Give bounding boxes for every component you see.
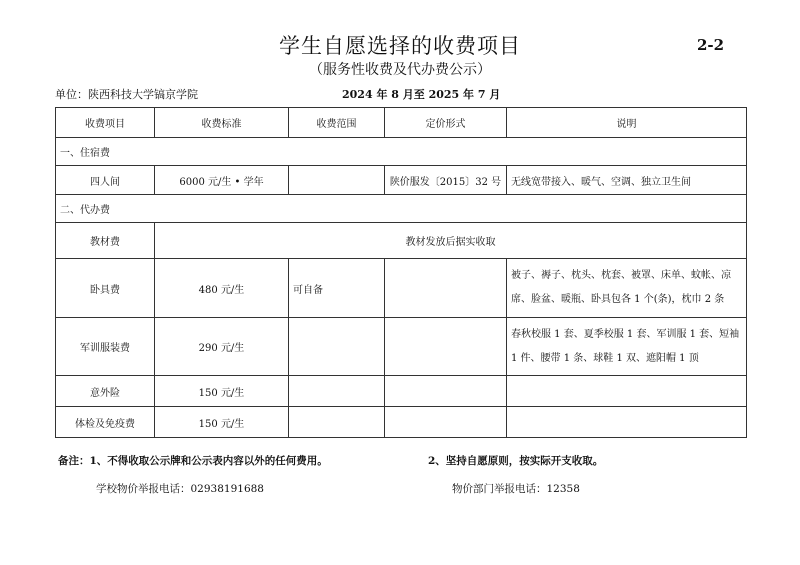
table-row (56, 166, 747, 195)
school-report-phone: 学校物价举报电话：02938191688 (96, 483, 264, 495)
table-row (56, 407, 747, 438)
table-row (56, 376, 747, 407)
document-code: 2-2 (697, 36, 725, 54)
textbook-note: 教材发放后据实收取 (155, 223, 747, 259)
bedding-range: 可自备 (289, 259, 385, 318)
bedding-item: 卧具费 (56, 259, 155, 318)
table-row (56, 223, 747, 259)
uniform-range (289, 318, 385, 376)
section-row-agency (56, 195, 747, 223)
accident-item: 意外险 (56, 376, 155, 407)
page-subtitle: （服务性收费及代办费公示） (309, 62, 491, 78)
textbook-item: 教材费 (56, 223, 155, 259)
physical-pricing (385, 407, 507, 438)
footnote-2: 2、坚持自愿原则，按实际开支收取。 (428, 455, 604, 467)
section-row-accommodation (56, 138, 747, 166)
header-pricing: 定价形式 (385, 108, 507, 138)
room-pricing: 陕价服发〔2015〕32 号 (385, 166, 507, 195)
room-note: 无线宽带接入、暖气、空调、独立卫生间 (507, 166, 747, 195)
uniform-standard: 290 元/生 (155, 318, 289, 376)
page-title: 学生自愿选择的收费项目 (279, 34, 521, 58)
bedding-pricing (385, 259, 507, 318)
header-range: 收费范围 (289, 108, 385, 138)
unit-label: 单位：陕西科技大学镐京学院 (55, 88, 198, 101)
period-label: 2024 年 8 月至 2025 年 7 月 (342, 88, 501, 101)
footnote-1: 备注：1、不得收取公示牌和公示表内容以外的任何费用。 (58, 455, 328, 467)
table-header-row (56, 108, 747, 138)
bedding-standard: 480 元/生 (155, 259, 289, 318)
header-note: 说明 (507, 108, 747, 138)
fee-table (55, 107, 747, 438)
physical-item: 体检及免疫费 (56, 407, 155, 438)
header-item: 收费项目 (56, 108, 155, 138)
room-range (289, 166, 385, 195)
physical-range (289, 407, 385, 438)
header-standard: 收费标准 (155, 108, 289, 138)
accident-note (507, 376, 747, 407)
uniform-note: 春秋校服 1 套、夏季校服 1 套、军训服 1 套、短袖 1 件、腰带 1 条、球鞋 1 双、遮阳帽 1 顶 (507, 318, 747, 376)
accident-pricing (385, 376, 507, 407)
physical-note (507, 407, 747, 438)
room-standard: 6000 元/生 • 学年 (155, 166, 289, 195)
table-row (56, 318, 747, 376)
accident-range (289, 376, 385, 407)
physical-standard: 150 元/生 (155, 407, 289, 438)
department-report-phone: 物价部门举报电话：12358 (452, 483, 580, 495)
table-row (56, 259, 747, 318)
uniform-item: 军训服装费 (56, 318, 155, 376)
section-accommodation: 一、住宿费 (56, 138, 747, 166)
section-agency: 二、代办费 (56, 195, 747, 223)
bedding-note: 被子、褥子、枕头、枕套、被罩、床单、蚊帐、凉席、脸盆、暖瓶、卧具包各 1 个(条)，枕巾 2 条 (507, 259, 747, 318)
uniform-pricing (385, 318, 507, 376)
room-item: 四人间 (56, 166, 155, 195)
accident-standard: 150 元/生 (155, 376, 289, 407)
